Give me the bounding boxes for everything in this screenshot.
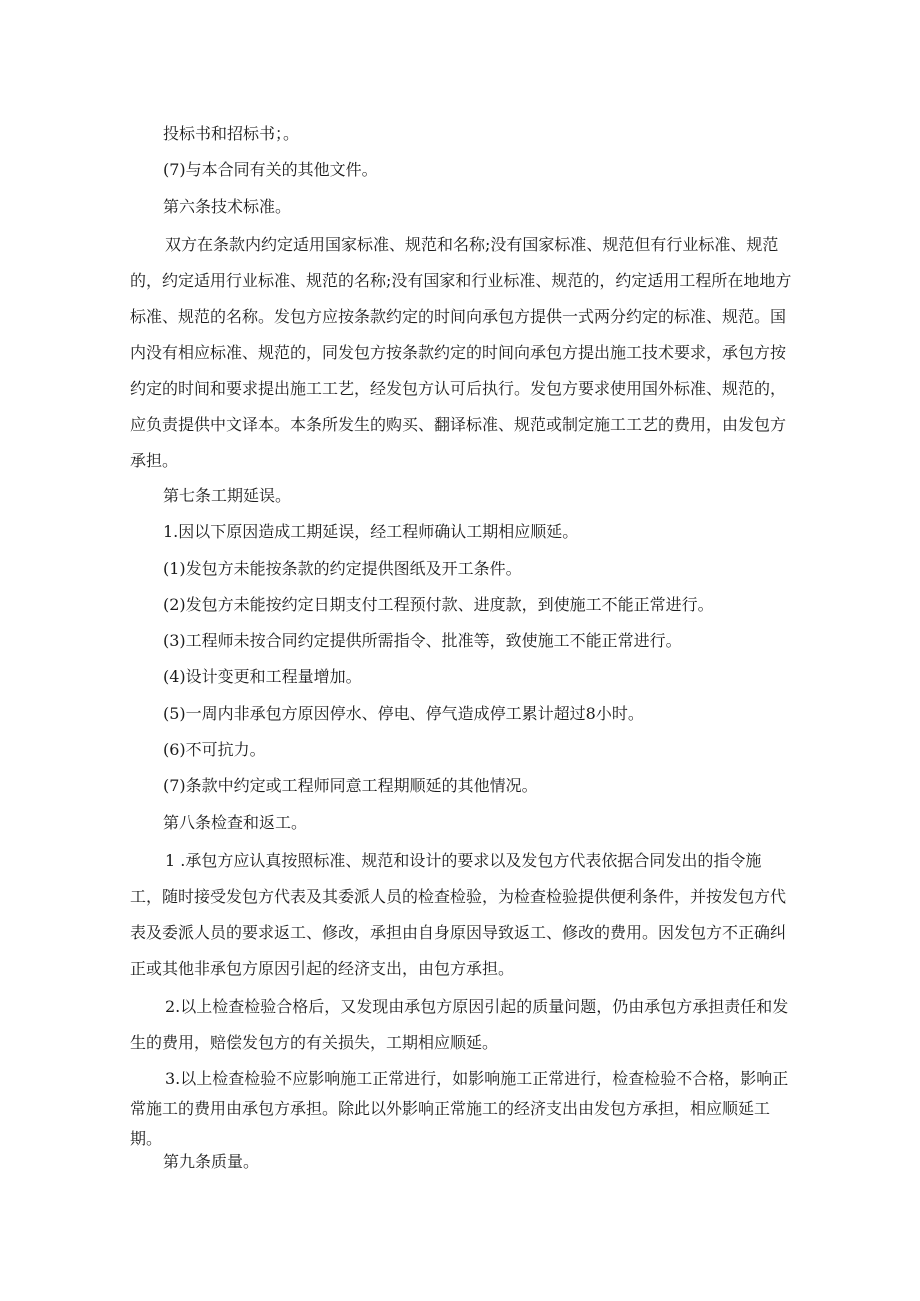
paragraph-technical-standards: 双方在条款内约定适用国家标准、规范和名称;没有国家标准、规范但有行业标准、规范的，约定适用行业标准、规范的名称;没有国家和行业标准、规范的，约定适用工程所在地地方标准、规范的名称。发包方应按条款约定的时间向承包方提供一式两分约定的标准、规范。国内没有相应标准、规范的，同发包方按条款约定的时间向承包方提出施工技术要求，承包方按约定的时间和要求提出施工工艺，经发包方认可后执行。发包方要求使用国外标准、规范的，应负责提供中文译本。本条所发生的购买、翻译标准、规范或制定施工工艺的费用，由发包方承担。 <box>130 235 792 470</box>
paragraph-inspection-2: 2.以上检查检验合格后，又发现由承包方原因引起的质量问题，仍由承包方承担责任和发生的费用，赔偿发包方的有关损失，工期相应顺延。 <box>130 997 789 1052</box>
heading-article-9: 第九条质量。 <box>163 1152 260 1171</box>
line-bid-docs: 投标书和招标书；。 <box>163 124 300 143</box>
line-delay-cause-6: (6)不可抗力。 <box>163 740 266 759</box>
heading-article-8: 第八条检查和返工。 <box>163 813 308 832</box>
line-delay-cause-2: (2)发包方未能按约定日期支付工程预付款、进度款，到使施工不能正常进行。 <box>163 595 714 614</box>
heading-article-6: 第六条技术标准。 <box>163 197 292 216</box>
heading-article-7: 第七条工期延误。 <box>163 486 292 505</box>
paragraph-inspection-3: 3.以上检查检验不应影响施工正常进行，如影响施工正常进行，检查检验不合格，影响正常施工的费用由承包方承担。除此以外影响正常施工的经济支出由发包方承担，相应顺延工期。 <box>130 1069 789 1148</box>
line-delay-cause-3: (3)工程师未按合同约定提供所需指令、批准等，致使施工不能正常进行。 <box>163 631 682 650</box>
line-delay-cause-7: (7)条款中约定或工程师同意工程期顺延的其他情况。 <box>163 776 538 795</box>
line-delay-cause-1: (1)发包方未能按条款的约定提供图纸及开工条件。 <box>163 559 522 578</box>
line-delay-cause-5: (5)一周内非承包方原因停水、停电、停气造成停工累计超过8小时。 <box>163 704 644 723</box>
line-delay-cause-4: (4)设计变更和工程量增加。 <box>163 667 362 686</box>
line-other-docs: (7)与本合同有关的其他文件。 <box>163 160 378 179</box>
line-delay-cause-intro: 1.因以下原因造成工期延误，经工程师确认工期相应顺延。 <box>163 522 579 541</box>
paragraph-inspection-1: 1 .承包方应认真按照标准、规范和设计的要求以及发包方代表依据合同发出的指令施工，随时接受发包方代表及其委派人员的检查检验，为检查检验提供便利条件，并按发包方代表及委派人员的要求返工、修改，承担由自身原因导致返工、修改的费用。因发包方不正确纠正或其他非承包方原因引起的经济支出，由包方承担。 <box>130 851 787 978</box>
